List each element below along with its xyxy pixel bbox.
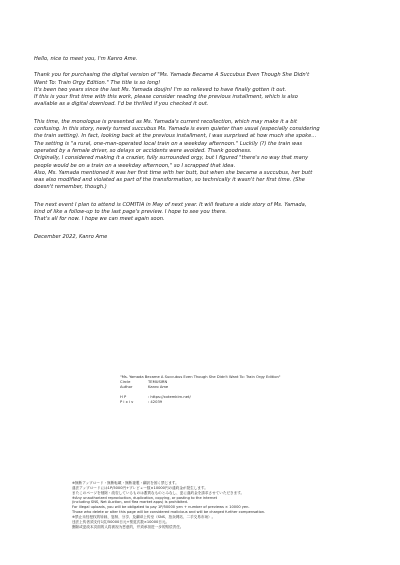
body-line: confusing. In this story, newly turned succubus Ms. Yamada is even quieter than usual (especially considering [34,126,320,133]
intro-line: If this is your first time with this work, please consider reading the previous installment, which is also [34,94,298,101]
body-line: The setting is "a rural, one-man-operated local train on a weekday afternoon." Luckily (?) the train was [34,140,303,147]
homepage-link[interactable]: : https://xxtemkirn.net/ [148,395,191,400]
body-line: doesn't remember, though.) [34,184,107,191]
colophon-title: "Ms. Yamada Became A Succubus Even Though She Didn't Want To: Train Orgy Edition" [120,375,281,379]
colophon-key: Author [120,385,133,390]
colophon-value: Kanro Ame [148,385,169,390]
colophon-key: H P [120,395,127,400]
greeting-line: Hello, nice to meet you, I'm Kanro Ame. [34,56,138,62]
closing-line: kind of like a follow-up to the last page's preview. I hope to see you there. [34,209,227,216]
notice-line: For illegal uploads, you will be obligated to pay 1P/50000 yen + number of previews × 10000 yen. [72,505,250,510]
notice-line: 删除或更改本页面的人将被视为恶意的，并须承担进一步的赔偿责任。 [72,524,184,529]
notice-line: ※禁止未经授权的转载、复制、分享、及翻译上传至（SNS、拍卖网站、二手交易市场）。 [72,514,216,519]
notice-line: 違法アップロードには1P/5000円+プレビュー数×10000円の違約金が発生します。 [72,485,208,490]
body-line: the train setting). In fact, looking back at the previous installment, I was surprised at how much she spoke... [34,133,317,140]
colophon-value: TEMUSIRN [148,380,168,385]
notice-line: ※Any unauthorized reproduction, duplication, copying, or posting to the internet [72,495,218,500]
body-line: This time, the monologue is presented as Ms. Yamada's current recollection, which may make it a bit [34,118,298,125]
afterword-letter [34,56,368,241]
body-line: Also, Ms. Yamada mentioned it was her first time with her butt, but when she became a succubus, her butt [34,169,313,176]
colophon-key: Circle [120,380,131,385]
colophon-link-row [120,400,390,405]
notice-line: (including SNS, Net Auction, and flea market apps) is prohibited. [72,500,189,505]
signature: December 2022, Kanro Ame [34,233,108,240]
intro-line: Thank you for purchasing the digital version of "Ms. Yamada Became A Succubus Even Though She Didn't [34,72,310,79]
body-line: operated by a female driver, so delays or accidents were avoided. Thank goodness. [34,147,252,154]
body-line: Originally, I considered making it a crazier, fully surrounded orgy, but I figured "there's no way that many [34,155,309,162]
closing-line: That's all for now. I hope we can meet again soon. [34,216,165,223]
notice-line: Those who delete or alter this page will be considered malicious and will be charged further compensation. [72,510,266,515]
notice-line: ※無断アップロード・無断転載・無断複製・翻訳を固く禁じます。 [72,481,179,485]
notice-line: 违法上传者须支付1页/50000日元+预览次数×10000日元。 [72,519,170,524]
notice-line: またこのページを削除・改変しているものは悪質なものとみなし、更に違約金を請求させていただきます。 [72,490,245,495]
colophon [120,375,390,405]
body-line: people would be on a train on a weekday afternoon," so I scrapped that idea. [34,162,236,169]
intro-line: Want To: Train Orgy Edition." The title is so long! [34,79,161,86]
pixiv-id[interactable]: : 42039 [148,400,163,405]
intro-line: available as a digital download. I'd be thrilled if you checked it out. [34,101,209,108]
closing-line: The next event I plan to attend is COMITIA in May of next year. It will feature a side story of Ms. Yamada, [34,201,307,208]
copyright-notice [72,481,388,529]
intro-line: It's been two years since the last Ms. Yamada doujin! I'm so relieved to have finally gotten it out. [34,86,287,93]
body-line: was also modified and violated as part of the transformation, so technically it wasn't her first time. (She [34,177,305,184]
colophon-key: P i x i v [120,400,134,405]
